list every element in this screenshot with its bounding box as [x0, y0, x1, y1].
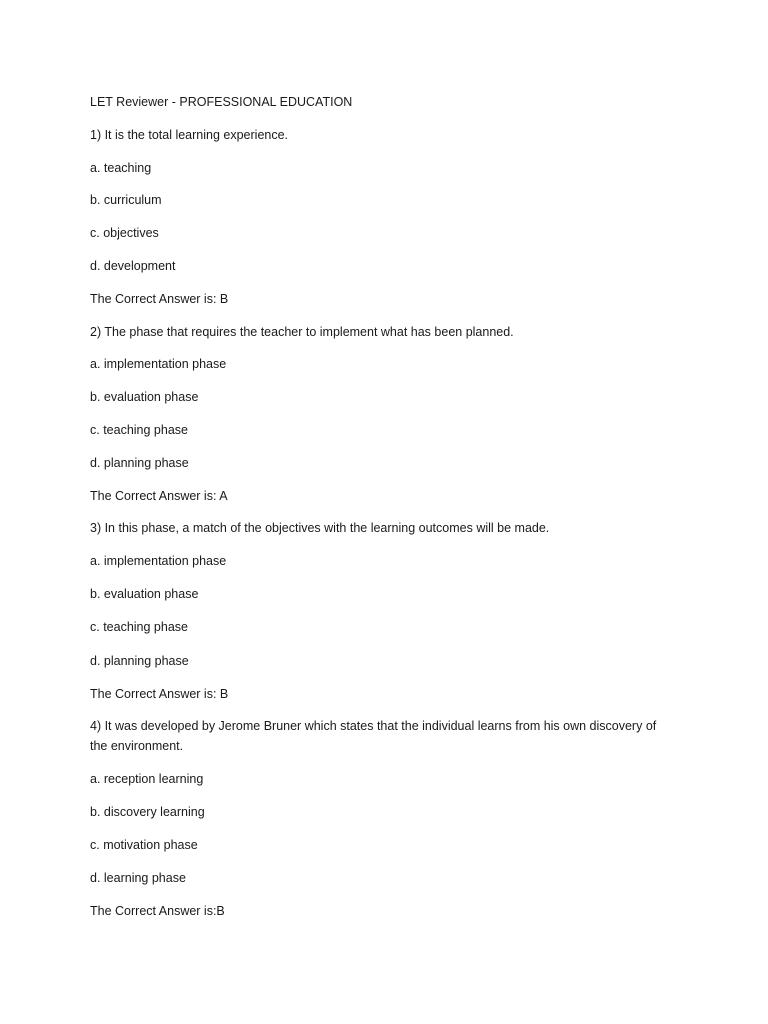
question-4-option-b: b. discovery learning	[90, 805, 205, 819]
question-4-text: 4) It was developed by Jerome Bruner which states that the individual learns from his own discovery of the environment.	[90, 719, 657, 753]
question-1-option-c: c. objectives	[90, 226, 159, 240]
question-1-answer: The Correct Answer is: B	[90, 292, 229, 306]
question-4-option-a: a. reception learning	[90, 772, 204, 786]
question-1-option-b: b. curriculum	[90, 193, 162, 207]
question-4-option-c: c. motivation phase	[90, 838, 198, 852]
question-3-option-c: c. teaching phase	[90, 620, 188, 634]
question-2-option-b: b. evaluation phase	[90, 390, 199, 404]
question-3-text: 3) In this phase, a match of the objectives with the learning outcomes will be made.	[90, 521, 550, 535]
question-1-text: 1) It is the total learning experience.	[90, 128, 289, 142]
question-3-option-a: a. implementation phase	[90, 554, 227, 568]
question-2-option-d: d. planning phase	[90, 456, 189, 470]
question-3-answer: The Correct Answer is: B	[90, 687, 229, 701]
question-1-option-d: d. development	[90, 259, 176, 273]
question-2-option-c: c. teaching phase	[90, 423, 188, 437]
question-2-answer: The Correct Answer is: A	[90, 489, 228, 503]
question-2-text: 2) The phase that requires the teacher to implement what has been planned.	[90, 325, 514, 339]
question-1-option-a: a. teaching	[90, 161, 152, 175]
question-3-option-b: b. evaluation phase	[90, 587, 199, 601]
document-title: LET Reviewer - PROFESSIONAL EDUCATION	[90, 95, 353, 109]
question-4-answer: The Correct Answer is:B	[90, 904, 225, 918]
question-2-option-a: a. implementation phase	[90, 357, 227, 371]
question-3-option-d: d. planning phase	[90, 654, 189, 668]
question-4-option-d: d. learning phase	[90, 871, 186, 885]
